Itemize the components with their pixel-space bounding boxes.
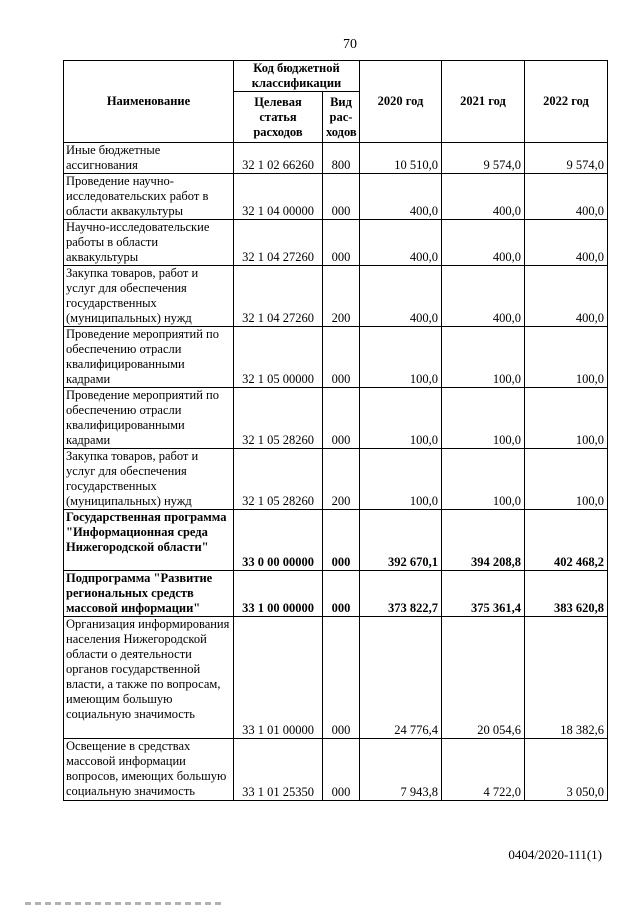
row-value-2022: 400,0 [525, 266, 608, 327]
row-value-2020: 373 822,7 [360, 571, 442, 617]
row-type: 000 [323, 739, 360, 801]
row-value-2021: 4 722,0 [442, 739, 525, 801]
row-name: Освещение в средствах массовой информации вопросов, имеющих большую социальную значимость [64, 739, 234, 801]
row-code: 32 1 05 28260 [234, 449, 323, 510]
row-name: Закупка товаров, работ и услуг для обеспечения государственных (муниципальных) нужд [64, 449, 234, 510]
row-value-2022: 400,0 [525, 220, 608, 266]
row-value-2021: 394 208,8 [442, 510, 525, 571]
row-value-2020: 100,0 [360, 449, 442, 510]
row-value-2021: 100,0 [442, 327, 525, 388]
row-value-2020: 400,0 [360, 266, 442, 327]
row-name: Закупка товаров, работ и услуг для обеспечения государственных (муниципальных) нужд [64, 266, 234, 327]
row-value-2022: 9 574,0 [525, 143, 608, 174]
row-code: 32 1 05 00000 [234, 327, 323, 388]
table-row [64, 174, 608, 220]
row-code: 33 1 00 00000 [234, 571, 323, 617]
row-type: 000 [323, 571, 360, 617]
table-row [64, 327, 608, 388]
row-name: Научно-исследовательские работы в области аквакультуры [64, 220, 234, 266]
row-code: 32 1 04 27260 [234, 266, 323, 327]
row-value-2020: 100,0 [360, 327, 442, 388]
budget-table [63, 60, 608, 801]
table-row [64, 143, 608, 174]
row-value-2022: 100,0 [525, 327, 608, 388]
header-2020: 2020 год [360, 61, 442, 143]
header-target: Целевая статья расходов [234, 92, 323, 143]
table-row [64, 220, 608, 266]
row-value-2020: 10 510,0 [360, 143, 442, 174]
table-row [64, 266, 608, 327]
header-type: Вид рас-ходов [323, 92, 360, 143]
row-value-2022: 383 620,8 [525, 571, 608, 617]
header-name: Наименование [64, 61, 234, 143]
row-code: 32 1 02 66260 [234, 143, 323, 174]
row-value-2022: 100,0 [525, 388, 608, 449]
row-name: Проведение мероприятий по обеспечению отрасли квалифицированными кадрами [64, 327, 234, 388]
row-value-2022: 18 382,6 [525, 617, 608, 739]
table-row [64, 739, 608, 801]
row-value-2022: 400,0 [525, 174, 608, 220]
row-name: Проведение мероприятий по обеспечению отрасли квалифицированными кадрами [64, 388, 234, 449]
row-type: 000 [323, 327, 360, 388]
row-value-2022: 402 468,2 [525, 510, 608, 571]
table-row [64, 571, 608, 617]
table-row [64, 510, 608, 571]
row-value-2021: 9 574,0 [442, 143, 525, 174]
row-value-2020: 400,0 [360, 220, 442, 266]
row-code: 32 1 04 00000 [234, 174, 323, 220]
row-value-2020: 100,0 [360, 388, 442, 449]
row-value-2021: 375 361,4 [442, 571, 525, 617]
row-value-2021: 20 054,6 [442, 617, 525, 739]
row-value-2022: 3 050,0 [525, 739, 608, 801]
row-name: Государственная программа "Информационная среда Нижегородской области" [64, 510, 234, 571]
row-value-2020: 7 943,8 [360, 739, 442, 801]
row-type: 000 [323, 220, 360, 266]
row-code: 32 1 05 28260 [234, 388, 323, 449]
header-2022: 2022 год [525, 61, 608, 143]
row-value-2021: 100,0 [442, 449, 525, 510]
row-value-2021: 400,0 [442, 266, 525, 327]
header-code-group: Код бюджетной классификации [234, 61, 360, 92]
row-name: Организация информирования населения Нижегородской области о деятельности органов государственной власти, а также по вопросам, имеющим большую социальную значимость [64, 617, 234, 739]
row-value-2020: 24 776,4 [360, 617, 442, 739]
row-name: Иные бюджетные ассигнования [64, 143, 234, 174]
row-code: 33 0 00 00000 [234, 510, 323, 571]
row-type: 200 [323, 449, 360, 510]
row-code: 33 1 01 25350 [234, 739, 323, 801]
row-value-2021: 100,0 [442, 388, 525, 449]
row-type: 800 [323, 143, 360, 174]
row-value-2021: 400,0 [442, 220, 525, 266]
row-type: 000 [323, 510, 360, 571]
row-value-2020: 392 670,1 [360, 510, 442, 571]
document-id: 0404/2020-111(1) [508, 847, 602, 862]
row-code: 33 1 01 00000 [234, 617, 323, 739]
row-name: Проведение научно-исследовательских работ в области аквакультуры [64, 174, 234, 220]
row-type: 000 [323, 388, 360, 449]
row-name: Подпрограмма "Развитие региональных средств массовой информации" [64, 571, 234, 617]
row-value-2020: 400,0 [360, 174, 442, 220]
row-value-2022: 100,0 [525, 449, 608, 510]
row-type: 000 [323, 617, 360, 739]
row-code: 32 1 04 27260 [234, 220, 323, 266]
row-type: 000 [323, 174, 360, 220]
header-2021: 2021 год [442, 61, 525, 143]
table-row [64, 617, 608, 739]
table-row [64, 449, 608, 510]
row-value-2021: 400,0 [442, 174, 525, 220]
table-row [64, 388, 608, 449]
row-type: 200 [323, 266, 360, 327]
page-number: 70 [343, 37, 357, 52]
